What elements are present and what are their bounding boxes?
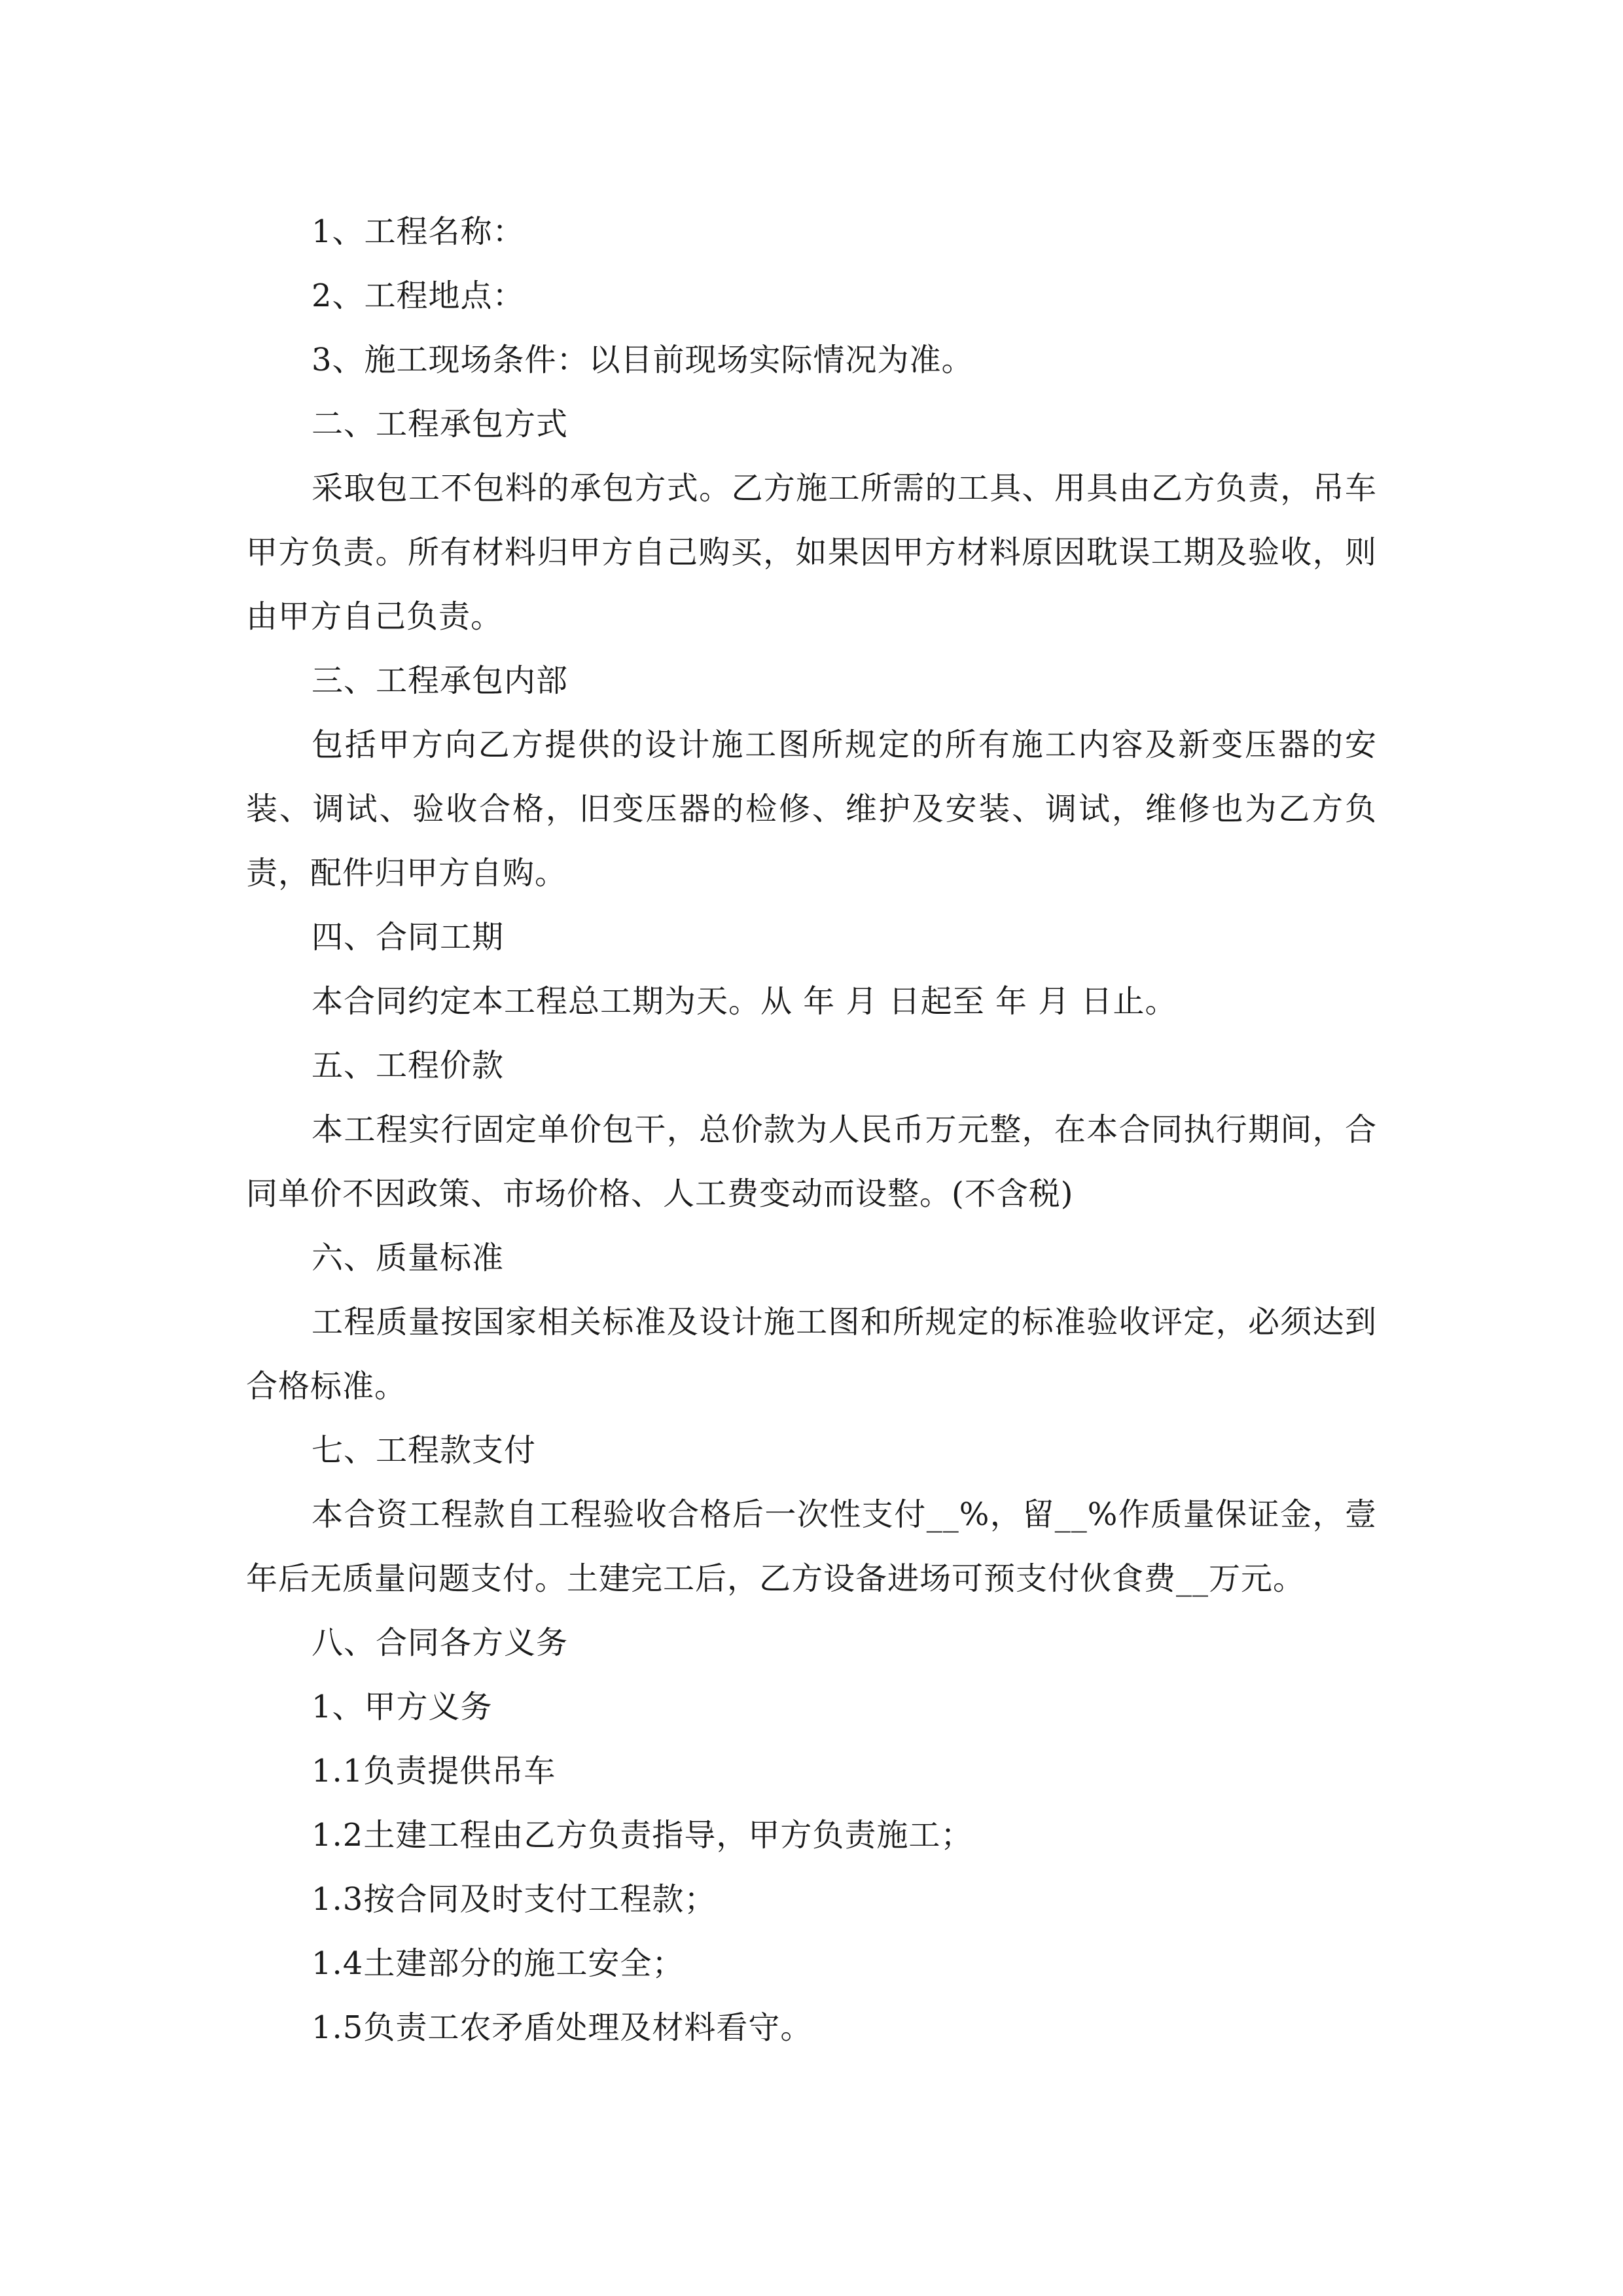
item-site-conditions: 3、施工现场条件：以目前现场实际情况为准。 xyxy=(312,342,974,378)
item-project-location: 2、工程地点： xyxy=(312,278,525,314)
obligation-item-1-2: 1.2土建工程由乙方负责指导，甲方负责施工； xyxy=(312,1817,973,1854)
obligation-item-1-4: 1.4土建部分的施工安全； xyxy=(312,1945,685,1982)
paragraph-contract-method: 采取包工不包料的承包方式。乙方施工所需的工具、用具由乙方负责，吊车甲方负责。所有材料归甲方自己购买，如果因甲方材料原因耽误工期及验收，则由甲方自己负责。 xyxy=(246,470,1377,635)
section-heading-contract-method: 二、工程承包方式 xyxy=(312,406,569,442)
paragraph-contract-scope: 包括甲方向乙方提供的设计施工图所规定的所有施工内容及新变压器的安装、调试、验收合格，旧变压器的检修、维护及安装、调试，维修也为乙方负责，配件归甲方自购。 xyxy=(246,726,1377,891)
paragraph-quality-standard: 工程质量按国家相关标准及设计施工图和所规定的标准验收评定，必须达到合格标准。 xyxy=(246,1304,1377,1405)
obligation-item-1-1: 1.1负责提供吊车 xyxy=(312,1753,556,1789)
document-body xyxy=(246,200,1377,2060)
subheading-party-a-obligations: 1、甲方义务 xyxy=(312,1689,493,1725)
section-heading-contract-period: 四、合同工期 xyxy=(312,919,505,956)
section-heading-obligations: 八、合同各方义务 xyxy=(312,1624,569,1661)
paragraph-contract-period: 本合同约定本工程总工期为天。从 年 月 日起至 年 月 日止。 xyxy=(312,983,1177,1020)
section-heading-quality-standard: 六、质量标准 xyxy=(312,1240,505,1276)
paragraph-project-price: 本工程实行固定单价包干，总价款为人民币万元整，在本合同执行期间，合同单价不因政策、市场价格、人工费变动而设整。(不含税) xyxy=(246,1111,1377,1212)
paragraph-payment: 本合资工程款自工程验收合格后一次性支付__%，留__%作质量保证金，壹年后无质量问题支付。土建完工后，乙方设备进场可预支付伙食费__万元。 xyxy=(246,1496,1377,1597)
obligation-item-1-3: 1.3按合同及时支付工程款； xyxy=(312,1881,717,1918)
item-project-name: 1、工程名称： xyxy=(312,213,525,250)
section-heading-project-price: 五、工程价款 xyxy=(312,1047,505,1084)
section-heading-payment: 七、工程款支付 xyxy=(312,1432,537,1469)
obligation-item-1-5: 1.5负责工农矛盾处理及材料看守。 xyxy=(312,2009,813,2046)
section-heading-contract-scope: 三、工程承包内部 xyxy=(312,662,569,699)
